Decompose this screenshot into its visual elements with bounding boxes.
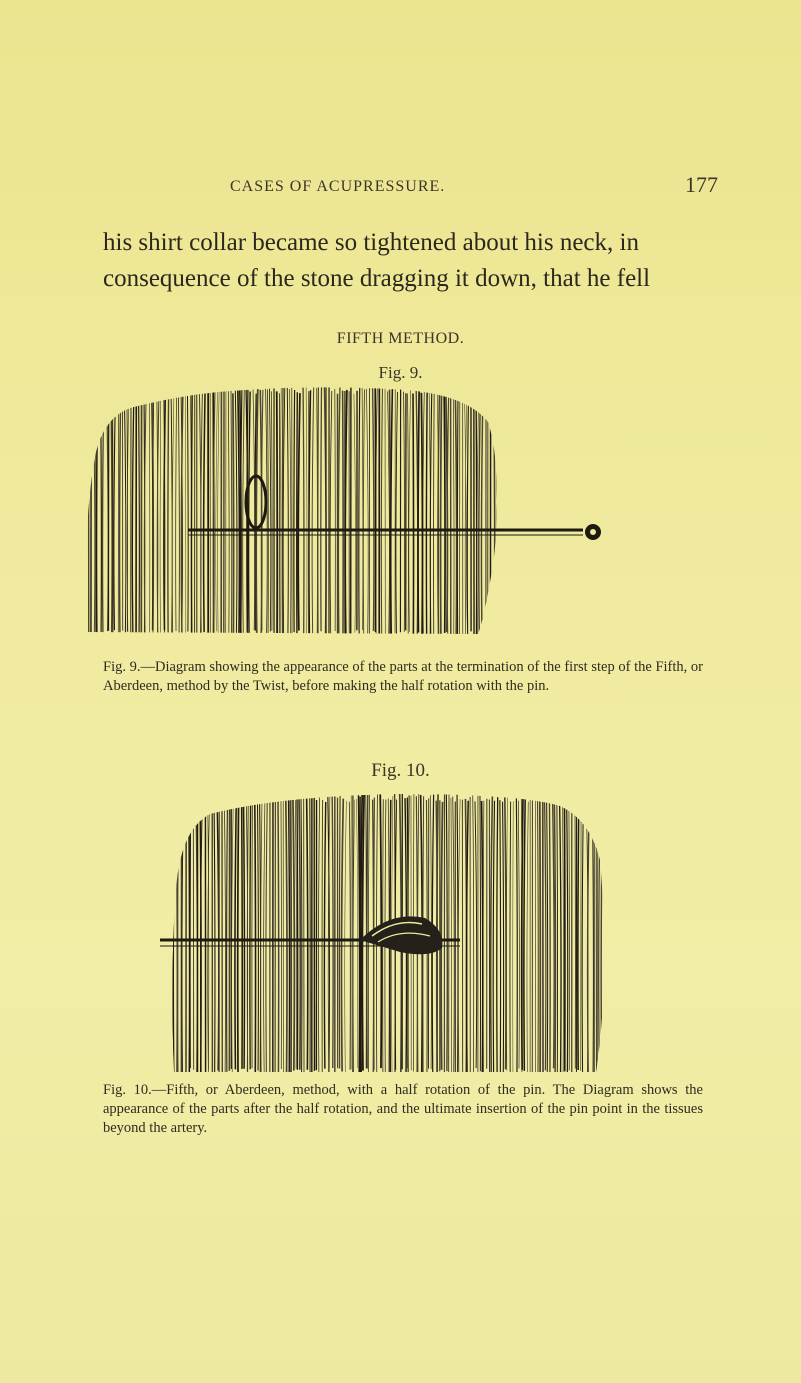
- fiber-line: [537, 800, 538, 1074]
- fiber-line: [322, 800, 323, 1073]
- fiber-line: [287, 382, 288, 635]
- fiber-line: [373, 387, 374, 631]
- fiber-line: [231, 383, 232, 638]
- fiber-line: [295, 800, 296, 1069]
- fiber-line: [266, 797, 267, 1076]
- fiber-line: [120, 382, 121, 638]
- fiber-line: [588, 798, 590, 1074]
- fiber-line: [362, 793, 364, 1071]
- fiber-line: [216, 388, 218, 632]
- fiber-line: [306, 383, 307, 640]
- figure-10-label: Fig. 10.: [371, 760, 430, 781]
- fiber-line: [312, 384, 314, 635]
- fiber-line: [261, 794, 262, 1072]
- fiber-line: [310, 797, 311, 1073]
- fiber-line: [318, 383, 319, 641]
- fiber-line: [167, 796, 168, 1077]
- fiber-line: [522, 798, 523, 1070]
- fiber-line: [269, 385, 270, 631]
- figure-10-engraving: [160, 790, 620, 1080]
- fiber-line: [101, 393, 102, 633]
- fiber-line: [453, 390, 454, 641]
- fiber-line: [498, 386, 499, 635]
- fiber-line: [339, 791, 340, 1069]
- fiber-line: [547, 798, 548, 1072]
- fiber-line: [280, 386, 281, 640]
- fiber-line: [473, 792, 474, 1075]
- fiber-line: [479, 392, 481, 641]
- fiber-line: [243, 386, 245, 635]
- fiber-line: [557, 790, 558, 1080]
- fiber-line: [599, 791, 601, 1069]
- fiber-line: [480, 796, 481, 1071]
- fiber-line: [178, 801, 179, 1074]
- fiber-line: [338, 385, 340, 641]
- fiber-line: [290, 389, 291, 641]
- fiber-line: [601, 793, 603, 1071]
- fiber-line: [433, 392, 434, 637]
- fiber-line: [176, 388, 177, 631]
- fiber-line: [527, 802, 528, 1075]
- fiber-line: [171, 384, 172, 635]
- fiber-line: [303, 385, 304, 642]
- fiber-line: [264, 794, 265, 1073]
- fiber-line: [458, 799, 460, 1074]
- fiber-line: [278, 795, 279, 1075]
- fiber-line: [506, 389, 507, 635]
- fiber-line: [235, 797, 236, 1070]
- fiber-line: [297, 392, 298, 634]
- fiber-line: [257, 796, 258, 1070]
- fiber-line: [228, 386, 229, 639]
- figure-9-engraving: [78, 382, 608, 642]
- fiber-line: [247, 800, 248, 1073]
- fiber-line: [453, 796, 455, 1071]
- fiber-line: [349, 802, 350, 1070]
- section-title: FIFTH METHOD.: [336, 330, 465, 347]
- figure-9-caption: Fig. 9.—Diagram showing the appearance of the parts at the termination of the first step of the Fifth, or Aberdeen, method by the Twist, before making the half rotation with the pin.: [103, 659, 703, 694]
- fiber-line: [578, 801, 579, 1070]
- fiber-line: [242, 796, 243, 1069]
- figure-10-caption: Fig. 10.—Fifth, or Aberdeen, method, with a half rotation of the pin. The Diagram shows the appearance of the parts after the half rotation, and the ultimate insertion of the pin point in the tissues beyond the artery.: [103, 1082, 703, 1136]
- fiber-line: [84, 386, 86, 639]
- fiber-line: [345, 390, 347, 636]
- fiber-line: [176, 796, 177, 1077]
- fiber-line: [564, 791, 565, 1072]
- fiber-line: [475, 801, 477, 1068]
- fiber-line: [286, 795, 287, 1073]
- fiber-line: [182, 798, 183, 1072]
- fiber-line: [494, 391, 495, 638]
- fiber-line: [343, 391, 344, 634]
- fiber-line: [233, 393, 234, 637]
- fiber-line: [502, 391, 504, 634]
- fiber-line: [605, 794, 606, 1080]
- fiber-line: [214, 800, 215, 1077]
- page-number: 177: [685, 172, 718, 197]
- fiber-line: [250, 797, 251, 1069]
- fiber-line: [504, 383, 506, 640]
- fiber-line: [582, 794, 583, 1078]
- fiber-line: [467, 385, 468, 642]
- fiber-line: [190, 798, 191, 1068]
- fiber-line: [324, 802, 325, 1069]
- fiber-line: [163, 791, 164, 1078]
- fiber-line: [426, 390, 427, 634]
- fiber-line: [503, 802, 504, 1079]
- fiber-line: [491, 795, 493, 1076]
- fiber-line: [321, 384, 322, 631]
- fiber-line: [496, 387, 497, 635]
- fiber-line: [168, 388, 169, 639]
- fiber-line: [553, 797, 555, 1068]
- fiber-line: [291, 796, 292, 1079]
- fiber-line: [423, 384, 425, 633]
- fiber-line: [500, 800, 501, 1078]
- fiber-line: [298, 393, 300, 630]
- fiber-line: [114, 383, 116, 630]
- fiber-line: [421, 393, 422, 636]
- fiber-line: [418, 388, 419, 633]
- fiber-line: [204, 393, 205, 632]
- fiber-line: [569, 801, 570, 1070]
- fiber-line: [441, 393, 442, 641]
- fiber-line: [540, 791, 541, 1078]
- fiber-line: [562, 797, 563, 1074]
- fiber-line: [592, 795, 593, 1078]
- fiber-line: [524, 799, 525, 1071]
- fiber-line: [505, 794, 506, 1069]
- fiber-line: [111, 383, 112, 633]
- fiber-line: [518, 801, 519, 1069]
- fiber-line: [444, 385, 445, 633]
- fiber-line: [172, 391, 174, 638]
- fiber-line: [160, 386, 161, 636]
- fiber-line: [93, 390, 95, 635]
- fiber-line: [516, 796, 517, 1076]
- fiber-line: [132, 388, 134, 638]
- fiber-line: [187, 386, 188, 632]
- fiber-line: [354, 394, 356, 633]
- fiber-line: [224, 797, 225, 1075]
- fiber-line: [307, 798, 308, 1069]
- fiber-line: [357, 799, 358, 1068]
- fiber-line: [493, 801, 494, 1079]
- fiber-line: [381, 386, 382, 636]
- fiber-line: [235, 387, 237, 636]
- fiber-line: [267, 389, 268, 639]
- fiber-line: [299, 790, 300, 1069]
- fiber-line: [164, 792, 165, 1070]
- fiber-line: [103, 385, 104, 638]
- fiber-line: [293, 793, 295, 1071]
- fiber-line: [446, 793, 447, 1071]
- running-head: CASES OF ACUPRESSURE.: [230, 178, 446, 195]
- fiber-line: [297, 798, 298, 1070]
- fiber-line: [227, 796, 228, 1075]
- fiber-line: [457, 386, 458, 636]
- fiber-line: [341, 799, 343, 1072]
- figure-9-label: Fig. 9.: [378, 363, 423, 382]
- fiber-line: [618, 797, 619, 1073]
- fiber-line: [615, 791, 616, 1078]
- fiber-line: [218, 383, 220, 638]
- fiber-line: [455, 391, 456, 639]
- fiber-line: [294, 390, 295, 632]
- fiber-line: [138, 387, 139, 634]
- fiber-line: [232, 791, 234, 1078]
- fiber-line: [319, 797, 320, 1072]
- fiber-line: [545, 799, 546, 1070]
- fiber-line: [363, 390, 364, 637]
- fiber-line: [173, 790, 174, 1074]
- fiber-line: [255, 791, 256, 1078]
- fiber-line: [482, 801, 483, 1073]
- fiber-line: [457, 793, 458, 1073]
- fiber-line: [481, 387, 483, 636]
- fiber-line: [271, 391, 272, 630]
- fiber-line: [362, 385, 363, 630]
- fiber-line: [252, 797, 253, 1068]
- fiber-line: [549, 801, 550, 1077]
- fiber-line: [409, 384, 411, 631]
- fiber-line: [243, 797, 244, 1068]
- fiber-line: [559, 794, 561, 1079]
- fiber-line: [191, 382, 192, 638]
- fiber-line: [345, 801, 347, 1073]
- fiber-line: [597, 795, 598, 1078]
- body-paragraph: his shirt collar became so tightened about his neck, in consequence of the stone dragging it down, that he fell: [103, 229, 651, 292]
- fiber-line: [124, 387, 126, 637]
- fiber-line: [330, 391, 332, 634]
- fiber-line: [567, 791, 568, 1080]
- fiber-line: [391, 387, 393, 642]
- fiber-line: [201, 389, 203, 642]
- fiber-line: [507, 792, 508, 1070]
- fiber-line: [396, 392, 398, 635]
- fiber-line: [449, 790, 450, 1078]
- fiber-line: [178, 392, 179, 635]
- fiber-line: [430, 390, 432, 640]
- pin-head-highlight: [590, 529, 596, 535]
- fiber-line: [332, 791, 333, 1068]
- fiber-line: [510, 802, 511, 1079]
- fiber-line: [441, 802, 442, 1070]
- fiber-line: [97, 390, 98, 641]
- fiber-line: [367, 795, 368, 1069]
- fiber-line: [413, 394, 414, 639]
- fiber-line: [575, 798, 576, 1069]
- tissue-fibers: [78, 382, 508, 642]
- fiber-line: [476, 393, 477, 639]
- fiber-line: [366, 389, 368, 641]
- fiber-line: [277, 391, 278, 633]
- fiber-line: [256, 384, 258, 636]
- fiber-line: [289, 794, 290, 1074]
- fiber-line: [404, 392, 405, 632]
- fiber-line: [438, 383, 440, 635]
- fiber-line: [611, 792, 612, 1070]
- fiber-line: [281, 799, 282, 1069]
- fiber-line: [238, 793, 239, 1076]
- fiber-line: [238, 391, 240, 642]
- fiber-line: [359, 383, 360, 639]
- fiber-line: [497, 797, 498, 1073]
- fiber-line: [408, 393, 409, 635]
